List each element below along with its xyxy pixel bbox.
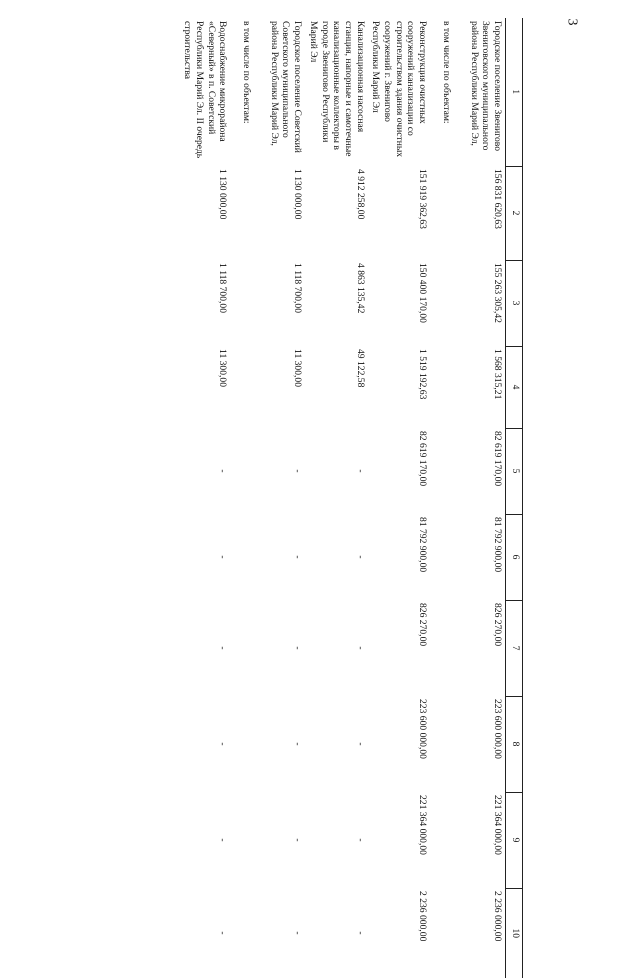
table-cell: - xyxy=(354,838,366,842)
table-cell: 49 122,58 xyxy=(354,349,366,388)
column-header: 10 xyxy=(506,888,523,978)
table-cell: 221 364 000,00 xyxy=(417,795,429,855)
table-cell xyxy=(230,600,266,696)
table-cell: 81 792 900,00 xyxy=(492,517,503,573)
table-cell: 2 236 000,00 xyxy=(492,891,503,942)
table-cell xyxy=(430,514,466,600)
table-cell: 150 400 170,00 xyxy=(417,263,429,323)
column-header: 4 xyxy=(506,346,523,428)
table-cell: - xyxy=(354,469,366,473)
table-cell: 11 300,00 xyxy=(217,349,229,388)
table-cell xyxy=(230,514,266,600)
table-cell xyxy=(430,346,466,428)
table-cell: - xyxy=(292,469,304,473)
table-cell xyxy=(430,166,466,260)
table-row xyxy=(230,18,266,978)
table-cell xyxy=(430,260,466,346)
row-label: Водоснабжение микрорайона «Северный» в п. Советский Республики Марий Эл. II очередь строительства xyxy=(182,21,229,159)
row-label: в том числе по объектам: xyxy=(440,21,452,124)
table-cell: - xyxy=(217,931,229,935)
table-cell: 155 263 305,42 xyxy=(492,263,503,323)
table-cell: - xyxy=(217,742,229,746)
table-cell xyxy=(230,696,266,792)
column-header: 5 xyxy=(506,428,523,514)
table-cell: - xyxy=(217,838,229,842)
table-cell: 1 130 000,00 xyxy=(292,169,304,220)
column-header: 8 xyxy=(506,696,523,792)
table-cell: 223 600 000,00 xyxy=(417,699,429,759)
row-label: Городское поселение Советский Советского муниципального района Республики Марий Эл, xyxy=(268,21,304,153)
table-cell: 1 568 315,21 xyxy=(492,349,503,400)
table-cell: - xyxy=(354,555,366,559)
table-cell xyxy=(230,166,266,260)
table-cell: - xyxy=(292,931,304,935)
table-row xyxy=(466,18,506,978)
table-cell: 221 364 000,00 xyxy=(492,795,503,855)
table-cell: - xyxy=(292,555,304,559)
column-header: 6 xyxy=(506,514,523,600)
table-cell: 2 236 000,00 xyxy=(417,891,429,942)
table-body xyxy=(180,18,506,978)
table-cell: 1 118 700,00 xyxy=(217,263,229,314)
table-row xyxy=(430,18,466,978)
table-cell: 81 792 900,00 xyxy=(417,517,429,573)
header-row xyxy=(506,18,523,978)
row-label: в том числе по объектам: xyxy=(241,21,253,124)
table-cell xyxy=(230,888,266,978)
table-cell xyxy=(430,428,466,514)
table-cell: 82 619 170,00 xyxy=(417,431,429,487)
table-cell: 1 130 000,00 xyxy=(217,169,229,220)
table-row xyxy=(180,18,231,978)
table-cell: 826 270,00 xyxy=(492,603,503,647)
table-row xyxy=(368,18,431,978)
table-cell xyxy=(230,260,266,346)
table-cell: 11 300,00 xyxy=(292,349,304,388)
row-label: Реконструкция очистных сооружений канализации со строительством здания очистных сооружений г. Звенигово Республики Марий Эл xyxy=(370,21,429,158)
rotated-table-container xyxy=(123,18,523,942)
table-cell: 151 919 362,63 xyxy=(417,169,429,229)
table-cell: - xyxy=(354,931,366,935)
table-row xyxy=(305,18,368,978)
table-cell: 82 619 170,00 xyxy=(492,431,503,487)
page-number: 3 xyxy=(564,18,580,26)
table-cell: 1 519 192,63 xyxy=(417,349,429,400)
row-label: Городское поселение Звенигово Звениговского муниципального района Республики Марий Эл, xyxy=(468,21,503,152)
table-cell: 1 118 700,00 xyxy=(292,263,304,314)
table-cell: 826 270,00 xyxy=(417,603,429,647)
row-label: Канализационная насосная станция, напорные и самотечные канализационные коллекторы в городе Звенигово Республики Марий Эл xyxy=(307,21,366,157)
table-cell: 4 863 135,42 xyxy=(354,263,366,314)
table-cell: - xyxy=(292,646,304,650)
table-cell xyxy=(430,888,466,978)
table-cell xyxy=(430,696,466,792)
table-cell xyxy=(230,346,266,428)
table-cell: 223 600 000,00 xyxy=(492,699,503,759)
table-cell xyxy=(230,792,266,888)
table-cell: - xyxy=(292,742,304,746)
table-cell: - xyxy=(292,838,304,842)
column-header: 3 xyxy=(506,260,523,346)
table-cell: - xyxy=(354,742,366,746)
table-cell: - xyxy=(217,469,229,473)
column-header: 7 xyxy=(506,600,523,696)
table-cell xyxy=(430,792,466,888)
budget-table xyxy=(180,18,523,978)
table-cell xyxy=(230,428,266,514)
table-cell: - xyxy=(217,646,229,650)
column-header: 1 xyxy=(506,18,523,166)
column-header: 2 xyxy=(506,166,523,260)
table-cell: 4 912 258,00 xyxy=(354,169,366,220)
column-header: 9 xyxy=(506,792,523,888)
table-cell: - xyxy=(354,646,366,650)
table-cell xyxy=(430,600,466,696)
table-cell: - xyxy=(217,555,229,559)
table-cell: 156 831 620,63 xyxy=(492,169,503,229)
table-row xyxy=(266,18,305,978)
